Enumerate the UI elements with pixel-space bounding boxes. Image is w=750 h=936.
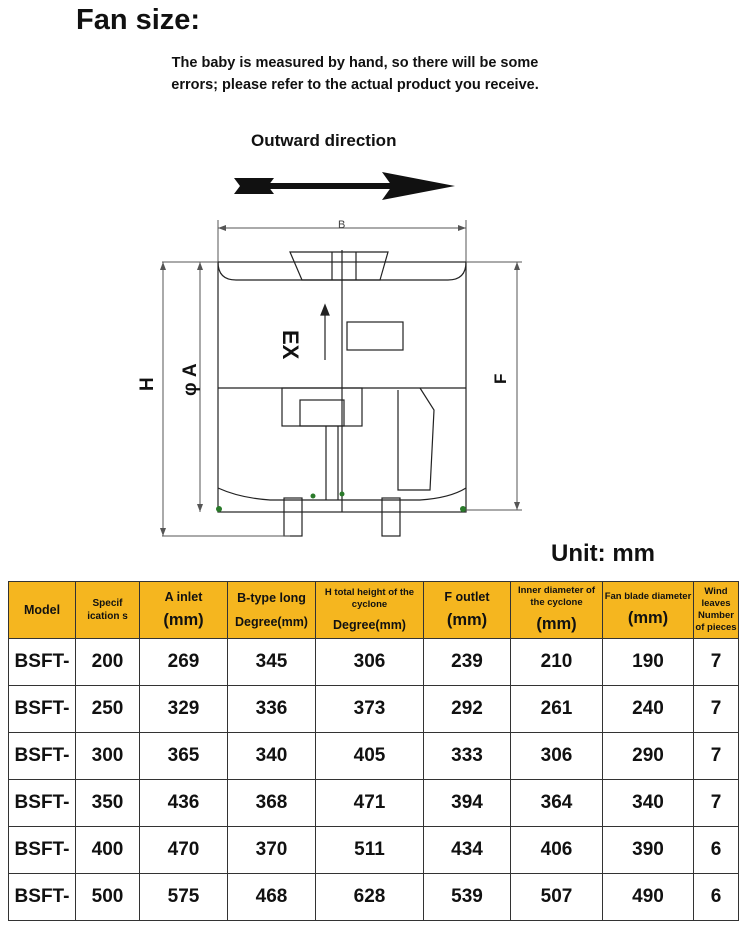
mount-points <box>216 492 466 513</box>
cell-model: BSFT- <box>9 639 76 686</box>
cell-wind-leaves: 6 <box>694 827 739 874</box>
dimension-F <box>466 262 522 510</box>
header-h-total-height: H total height of the cyclone Degree(mm) <box>316 582 424 639</box>
cell-h-height: 471 <box>316 780 424 827</box>
table-row <box>9 874 739 921</box>
cell-blade-diameter: 190 <box>603 639 694 686</box>
cell-b-length: 336 <box>228 686 316 733</box>
cell-wind-leaves: 7 <box>694 686 739 733</box>
table-row <box>9 639 739 686</box>
cell-f-outlet: 394 <box>424 780 511 827</box>
direction-arrow <box>234 172 455 200</box>
cell-model: BSFT- <box>9 780 76 827</box>
cell-wind-leaves: 7 <box>694 780 739 827</box>
table-row <box>9 733 739 780</box>
cell-spec: 300 <box>76 733 140 780</box>
header-specifications: Specif ication s <box>76 582 140 639</box>
cell-model: BSFT- <box>9 827 76 874</box>
header-inner-diameter: Inner diameter of the cyclone (mm) <box>511 582 603 639</box>
cell-a-inlet: 365 <box>140 733 228 780</box>
cell-b-length: 468 <box>228 874 316 921</box>
cell-model: BSFT- <box>9 733 76 780</box>
table-row <box>9 686 739 733</box>
cell-a-inlet: 470 <box>140 827 228 874</box>
table-row <box>9 827 739 874</box>
cell-h-height: 628 <box>316 874 424 921</box>
cell-f-outlet: 434 <box>424 827 511 874</box>
cell-h-height: 373 <box>316 686 424 733</box>
cell-a-inlet: 269 <box>140 639 228 686</box>
cell-spec: 250 <box>76 686 140 733</box>
cell-wind-leaves: 6 <box>694 874 739 921</box>
dim-H-label: H <box>137 377 158 391</box>
page-title: Fan size: <box>76 4 201 36</box>
cell-inner-diameter: 306 <box>511 733 603 780</box>
cell-inner-diameter: 210 <box>511 639 603 686</box>
fan-size-table <box>8 581 739 921</box>
cell-a-inlet: 436 <box>140 780 228 827</box>
table-row <box>9 780 739 827</box>
cell-h-height: 511 <box>316 827 424 874</box>
dim-F-label: F <box>491 373 510 384</box>
ex-mark: EX <box>278 330 303 360</box>
cell-f-outlet: 292 <box>424 686 511 733</box>
header-fan-blade-diameter: Fan blade diameter (mm) <box>603 582 694 639</box>
cell-wind-leaves: 7 <box>694 639 739 686</box>
cell-b-length: 370 <box>228 827 316 874</box>
cell-spec: 400 <box>76 827 140 874</box>
cell-model: BSFT- <box>9 686 76 733</box>
cell-b-length: 345 <box>228 639 316 686</box>
header-wind-leaves: Wind leaves Number of pieces <box>694 582 739 639</box>
outward-direction-label: Outward direction <box>251 131 397 150</box>
cell-blade-diameter: 240 <box>603 686 694 733</box>
unit-label: Unit: mm <box>551 540 655 567</box>
header-model: Model <box>9 582 76 639</box>
note-line-2: errors; please refer to the actual product you receive. <box>171 77 539 93</box>
header-a-inlet: A inlet (mm) <box>140 582 228 639</box>
cell-a-inlet: 575 <box>140 874 228 921</box>
table-header <box>9 582 739 639</box>
dim-A-label: φ A <box>180 363 201 396</box>
cell-f-outlet: 239 <box>424 639 511 686</box>
cell-blade-diameter: 290 <box>603 733 694 780</box>
cell-b-length: 340 <box>228 733 316 780</box>
cell-h-height: 306 <box>316 639 424 686</box>
cell-h-height: 405 <box>316 733 424 780</box>
header-b-type-long: B-type long Degree(mm) <box>228 582 316 639</box>
cell-spec: 200 <box>76 639 140 686</box>
cell-inner-diameter: 507 <box>511 874 603 921</box>
cell-a-inlet: 329 <box>140 686 228 733</box>
cell-f-outlet: 539 <box>424 874 511 921</box>
cell-blade-diameter: 490 <box>603 874 694 921</box>
cell-blade-diameter: 390 <box>603 827 694 874</box>
dimension-H <box>160 262 290 536</box>
cell-f-outlet: 333 <box>424 733 511 780</box>
dim-B-label: B <box>338 219 346 231</box>
cell-inner-diameter: 261 <box>511 686 603 733</box>
cell-spec: 500 <box>76 874 140 921</box>
cell-wind-leaves: 7 <box>694 733 739 780</box>
cell-blade-diameter: 340 <box>603 780 694 827</box>
cell-b-length: 368 <box>228 780 316 827</box>
cell-inner-diameter: 364 <box>511 780 603 827</box>
header-f-outlet: F outlet (mm) <box>424 582 511 639</box>
cell-spec: 350 <box>76 780 140 827</box>
note-line-1: The baby is measured by hand, so there will be some <box>171 55 539 71</box>
cell-inner-diameter: 406 <box>511 827 603 874</box>
cell-model: BSFT- <box>9 874 76 921</box>
